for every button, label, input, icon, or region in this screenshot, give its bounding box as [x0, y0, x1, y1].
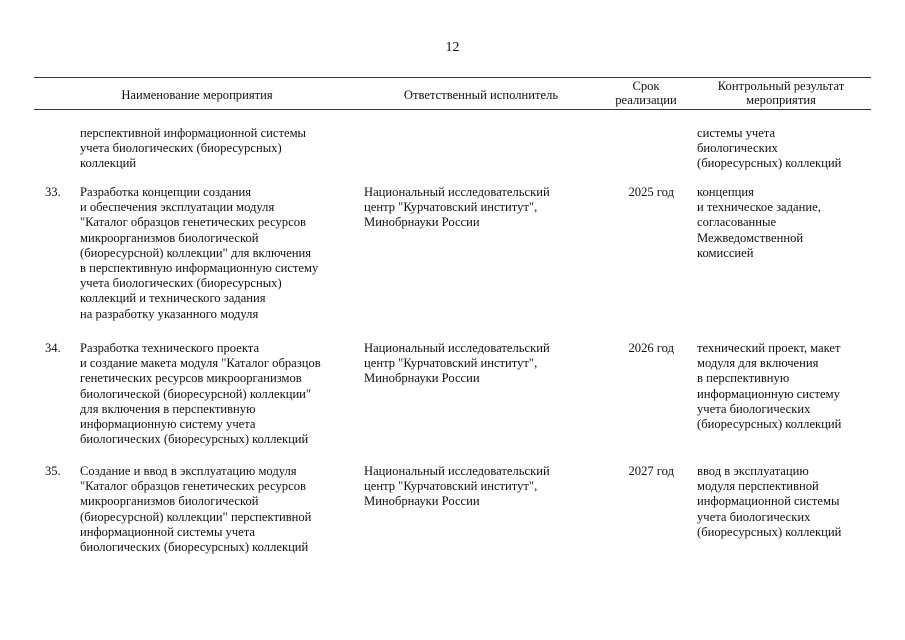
- row-1-name: Разработка концепции создания и обеспечения эксплуатации модуля "Каталог образцов генетических ресурсов микроорганизмов биологической (биоресурсной) коллекции" для включения в перспективную информационную систему учета биологических (биоресурсных) коллекций и технического задания на разработку указанного модуля: [80, 185, 319, 321]
- row-2-term: 2026 год: [628, 341, 674, 355]
- row-2-responsible: Национальный исследовательский центр "Курчатовский институт", Минобрнауки России: [364, 341, 550, 386]
- row-1-result: концепция и техническое задание, согласованные Межведомственной комиссией: [697, 185, 821, 260]
- row-2-number: 34.: [45, 341, 61, 355]
- row-3-term: 2027 год: [628, 464, 674, 478]
- row-1-number: 33.: [45, 185, 61, 199]
- row-0-result: системы учета биологических (биоресурсных) коллекций: [697, 126, 842, 171]
- row-3-number: 35.: [45, 464, 61, 478]
- row-3-result: ввод в эксплуатацию модуля перспективной информационной системы учета биологических (биоресурсных) коллекций: [697, 464, 842, 539]
- header-name: Наименование мероприятия: [121, 88, 273, 102]
- header-result-text: Контрольный результат мероприятия: [717, 79, 845, 107]
- table-header-rule: [34, 109, 871, 110]
- row-1-term: 2025 год: [628, 185, 674, 199]
- table-top-rule: [34, 77, 871, 78]
- row-2-result: технический проект, макет модуля для включения в перспективную информационную систему учета биологических (биоресурсных) коллекций: [697, 341, 842, 432]
- row-3-name: Создание и ввод в эксплуатацию модуля "Каталог образцов генетических ресурсов микроорганизмов биологической (биоресурсной) коллекции" перспективной информационной системы учета биологических (биоресурсных) коллекций: [80, 464, 312, 555]
- header-responsible: Ответственный исполнитель: [403, 88, 559, 102]
- row-2-name: Разработка технического проекта и создание макета модуля "Каталог образцов генетических ресурсов микроорганизмов биологической (биоресурсной) коллекции" для включения в перспективную информационную систему учета биологических (биоресурсных) коллекций: [80, 341, 321, 447]
- row-0-name: перспективной информационной системы учета биологических (биоресурсных) коллекций: [80, 126, 307, 171]
- row-1-responsible: Национальный исследовательский центр "Курчатовский институт", Минобрнауки России: [364, 185, 550, 230]
- header-term-text: Срок реализации: [615, 79, 677, 107]
- header-term: [602, 79, 690, 107]
- header-result: [692, 79, 870, 107]
- page-number: 12: [445, 40, 460, 55]
- row-3-responsible: Национальный исследовательский центр "Курчатовский институт", Минобрнауки России: [364, 464, 550, 509]
